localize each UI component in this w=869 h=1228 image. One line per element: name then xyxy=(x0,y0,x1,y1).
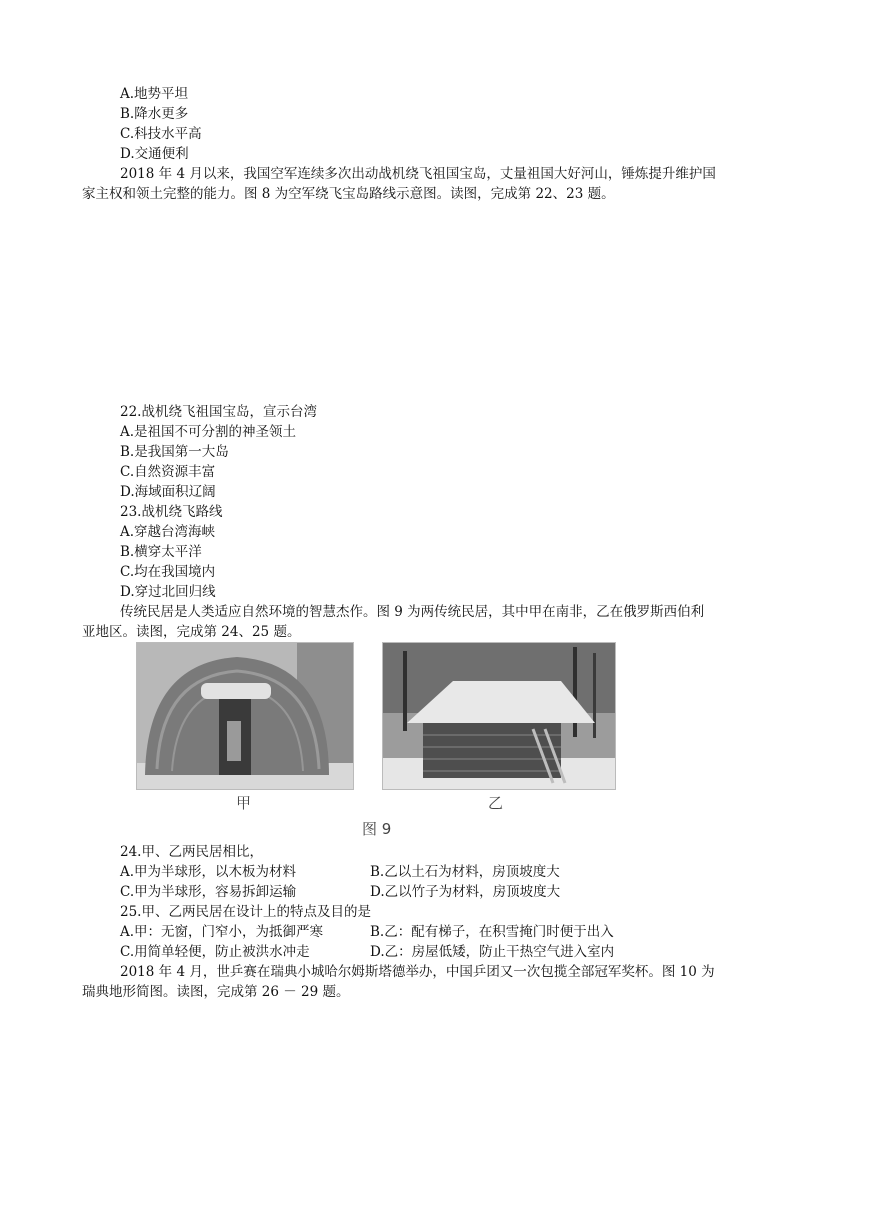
question-22-stem: 22.战机绕飞祖国宝岛，宣示台湾 xyxy=(120,404,317,420)
intro-paragraph-line: 亚地区。读图，完成第 24、25 题。 xyxy=(82,624,301,640)
q23-option-b: B.横穿太平洋 xyxy=(120,544,202,560)
q25-option-a: A.甲：无窗，门窄小，为抵御严寒 xyxy=(120,924,324,940)
q25-option-c: C.用简单轻便，防止被洪水冲走 xyxy=(120,944,310,960)
intro-paragraph-line: 瑞典地形简图。读图，完成第 26 － 29 题。 xyxy=(82,984,350,1000)
hut-photo-a xyxy=(136,642,354,790)
q22-option-c: C.自然资源丰富 xyxy=(120,464,216,480)
q25-option-b: B.乙：配有梯子，在积雪掩门时便于出入 xyxy=(370,924,614,940)
q24-option-d: D.乙以竹子为材料，房顶坡度大 xyxy=(370,884,561,900)
intro-paragraph-line: 2018 年 4 月，世乒赛在瑞典小城哈尔姆斯塔德举办，中国乒团又一次包揽全部冠军奖杯。图 10 为 xyxy=(120,964,715,980)
figure-label-b: 乙 xyxy=(488,794,504,812)
q24-option-b: B.乙以土石为材料，房顶坡度大 xyxy=(370,864,560,880)
q22-option-b: B.是我国第一大岛 xyxy=(120,444,229,460)
q23-option-c: C.均在我国境内 xyxy=(120,564,216,580)
figure-9 xyxy=(136,642,656,842)
q25-options-row xyxy=(120,922,614,942)
q22-option-a: A.是祖国不可分割的神圣领土 xyxy=(120,424,297,440)
figure-caption: 图 9 xyxy=(362,820,392,838)
option-d: D.交通便利 xyxy=(120,146,189,162)
figure-label-a: 甲 xyxy=(236,794,252,812)
question-23-stem: 23.战机绕飞路线 xyxy=(120,504,223,520)
question-25-stem: 25.甲、乙两民居在设计上的特点及目的是 xyxy=(120,904,371,920)
intro-paragraph-line: 家主权和领土完整的能力。图 8 为空军绕飞宝岛路线示意图。读图，完成第 22、23 题。 xyxy=(82,186,615,202)
q24-option-c: C.甲为半球形，容易拆卸运输 xyxy=(120,884,297,900)
option-a: A.地势平坦 xyxy=(120,86,189,102)
question-24-stem: 24.甲、乙两民居相比， xyxy=(120,844,263,860)
q23-option-a: A.穿越台湾海峡 xyxy=(120,524,216,540)
q24-option-a: A.甲为半球形，以木板为材料 xyxy=(120,864,297,880)
option-c: C.科技水平高 xyxy=(120,126,202,142)
q22-option-d: D.海域面积辽阔 xyxy=(120,484,216,500)
q23-option-d: D.穿过北回归线 xyxy=(120,584,216,600)
log-cabin-photo-b xyxy=(382,642,616,790)
q24-options-row xyxy=(120,882,560,902)
q25-options-row xyxy=(120,942,614,962)
intro-paragraph-line: 传统民居是人类适应自然环境的智慧杰作。图 9 为两传统民居，其中甲在南非，乙在俄罗斯西伯利 xyxy=(120,604,705,620)
option-b: B.降水更多 xyxy=(120,106,189,122)
intro-paragraph-line: 2018 年 4 月以来，我国空军连续多次出动战机绕飞祖国宝岛，丈量祖国大好河山，锤炼提升维护国 xyxy=(120,166,716,182)
q24-options-row xyxy=(120,862,560,882)
q25-option-d: D.乙：房屋低矮，防止干热空气进入室内 xyxy=(370,944,615,960)
